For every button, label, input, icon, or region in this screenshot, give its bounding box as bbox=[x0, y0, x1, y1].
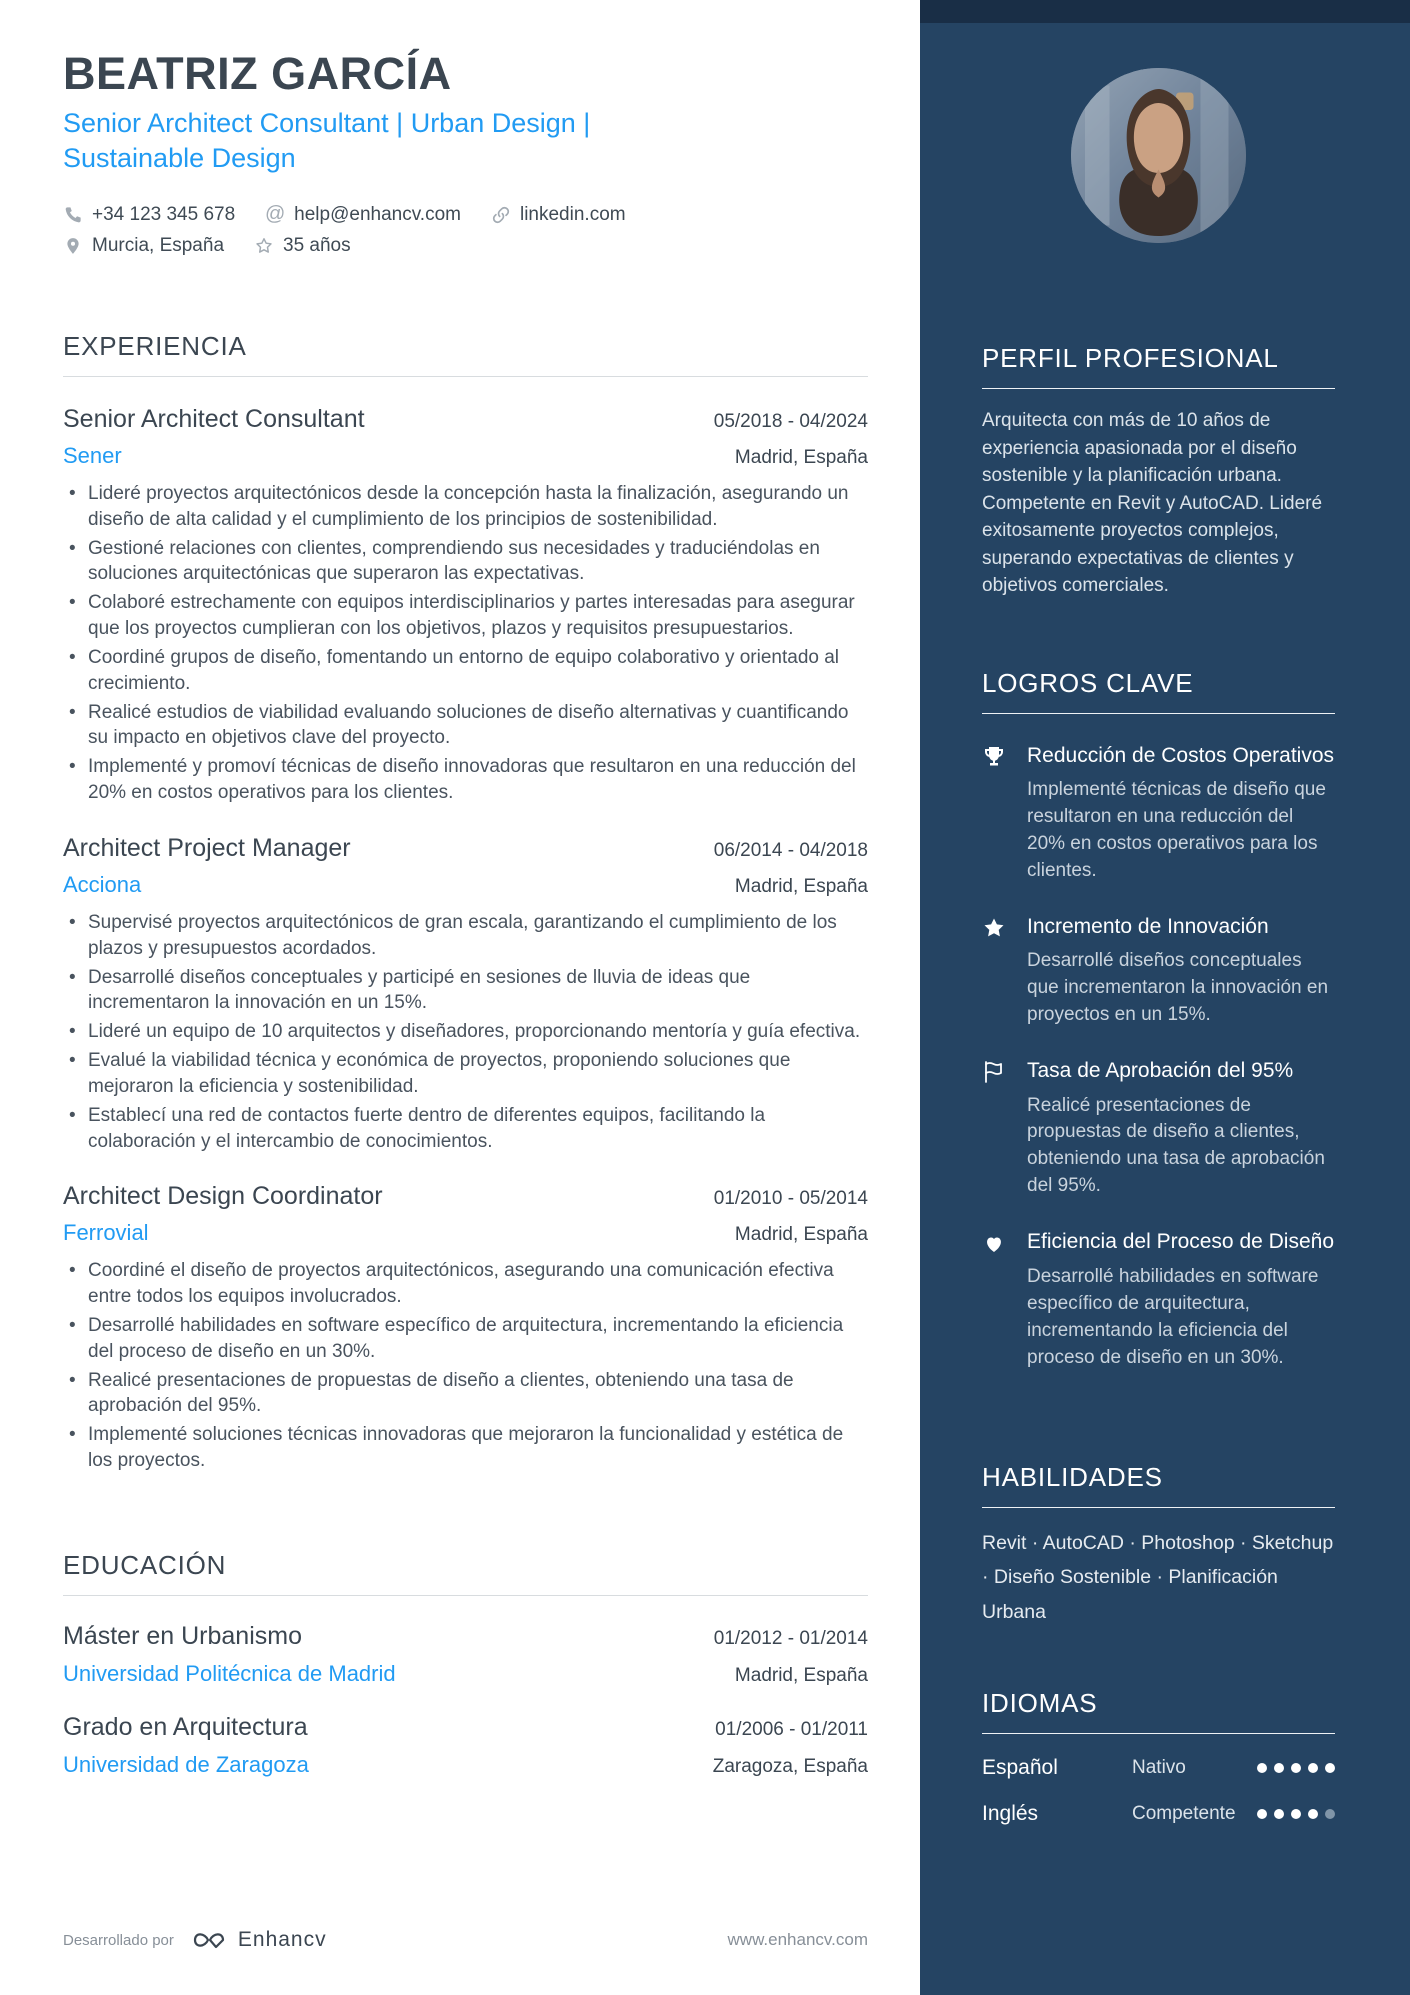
job-location: Madrid, España bbox=[734, 446, 868, 468]
sidebar bbox=[920, 0, 1410, 1995]
email-item[interactable] bbox=[265, 204, 461, 226]
achievement-text: Implementé técnicas de diseño que resultaron en una reducción del 20% en costos operativos para los clientes. bbox=[1027, 779, 1326, 882]
achievements-section bbox=[982, 668, 1335, 1372]
bullet-item: • Colaboré estrechamente con equipos interdisciplinarios y partes interesadas para asegurar que los proyectos cumplieran con los objetivos, plazos y requisitos presupuestarios. bbox=[63, 590, 868, 642]
person-headline: Senior Architect Consultant | Urban Design | Sustainable Design bbox=[63, 107, 591, 173]
skills-list: Revit · AutoCAD · Photoshop · Sketchup · Diseño Sostenible · Planificación Urbana bbox=[982, 1531, 1334, 1623]
profile-photo bbox=[1071, 68, 1246, 243]
achievements-heading: LOGROS CLAVE bbox=[982, 668, 1335, 714]
brand-name[interactable]: Enhancv bbox=[237, 1928, 327, 1951]
bullet-item: • Evalué la viabilidad técnica y económica de proyectos, proponiendo soluciones que mejoraron la eficiencia y sostenibilidad. bbox=[63, 1048, 868, 1100]
job-entry-ferrovial bbox=[63, 1182, 868, 1474]
language-row bbox=[982, 1802, 1335, 1826]
job-dates: 06/2014 - 04/2018 bbox=[713, 839, 868, 861]
contact-row-1 bbox=[63, 204, 868, 226]
enhancv-logo bbox=[190, 1927, 228, 1953]
job-title: Architect Design Coordinator bbox=[63, 1182, 383, 1211]
language-row bbox=[982, 1756, 1335, 1780]
achievement-text: Desarrollé habilidades en software específico de arquitectura, incrementando la eficiencia del proceso de diseño en un 30%. bbox=[1027, 1265, 1319, 1368]
profile-section bbox=[982, 343, 1335, 600]
link-item[interactable] bbox=[491, 204, 626, 226]
languages-heading: IDIOMAS bbox=[982, 1688, 1335, 1734]
job-entry-sener bbox=[63, 405, 868, 806]
job-bullets bbox=[63, 910, 868, 1154]
skills-section bbox=[982, 1462, 1335, 1630]
school-name[interactable]: Universidad Politécnica de Madrid bbox=[63, 1660, 396, 1686]
star-outline-icon bbox=[254, 236, 274, 256]
skills-heading: HABILIDADES bbox=[982, 1462, 1335, 1508]
phone-item bbox=[63, 204, 235, 226]
phone-icon bbox=[63, 205, 83, 225]
achievement-item bbox=[982, 1057, 1335, 1200]
achievement-title: Reducción de Costos Operativos bbox=[1027, 743, 1334, 767]
degree-dates: 01/2012 - 01/2014 bbox=[713, 1627, 868, 1649]
job-company[interactable]: Sener bbox=[63, 442, 122, 468]
education-entry-master bbox=[63, 1622, 868, 1687]
job-title: Architect Project Manager bbox=[63, 833, 351, 862]
sidebar-top-band bbox=[920, 0, 1410, 23]
experience-section bbox=[63, 331, 868, 1474]
education-entry-grado bbox=[63, 1713, 868, 1778]
link-value[interactable]: linkedin.com bbox=[519, 203, 626, 225]
age-value: 35 años bbox=[283, 234, 351, 256]
bullet-item: • Coordiné el diseño de proyectos arquitectónicos, asegurando una comunicación efectiva entre todos los equipos involucrados. bbox=[63, 1258, 868, 1310]
job-bullets bbox=[63, 481, 868, 806]
experience-heading: EXPERIENCIA bbox=[63, 331, 868, 377]
achievement-title: Eficiencia del Proceso de Diseño bbox=[1027, 1230, 1335, 1254]
language-dots bbox=[1250, 1809, 1335, 1819]
school-location: Zaragoza, España bbox=[712, 1755, 868, 1777]
bullet-item: • Establecí una red de contactos fuerte dentro de diferentes equipos, facilitando la colaboración y el intercambio de conocimientos. bbox=[63, 1103, 868, 1155]
language-name: Español bbox=[982, 1755, 1058, 1779]
job-dates: 05/2018 - 04/2024 bbox=[713, 410, 868, 432]
school-location: Madrid, España bbox=[734, 1664, 868, 1686]
profile-text: Arquitecta con más de 10 años de experiencia apasionada por el diseño sostenible y la planificación urbana. Competente en Revit y AutoCAD. Lideré exitosamente proyectos complejos, superando expectativas de clientes y objetivos comerciales. bbox=[982, 410, 1323, 597]
language-dots bbox=[1250, 1763, 1335, 1773]
job-title: Senior Architect Consultant bbox=[63, 404, 365, 433]
bullet-item: • Desarrollé habilidades en software específico de arquitectura, incrementando la eficiencia del proceso de diseño en un 30%. bbox=[63, 1313, 868, 1365]
age-item bbox=[254, 235, 351, 257]
person-name: BEATRIZ GARCÍA bbox=[63, 48, 452, 99]
education-heading: EDUCACIÓN bbox=[63, 1550, 868, 1596]
achievement-text: Desarrollé diseños conceptuales que incrementaron la innovación en proyectos en un 15%. bbox=[1027, 950, 1329, 1026]
achievement-item bbox=[982, 742, 1335, 885]
location-value: Murcia, España bbox=[92, 234, 225, 256]
achievement-title: Tasa de Aprobación del 95% bbox=[1027, 1059, 1294, 1083]
bullet-item: • Realicé estudios de viabilidad evaluando soluciones de diseño alternativas y cuantificando su impacto en objetivos clave del proyecto. bbox=[63, 700, 868, 752]
bullet-item: • Coordiné grupos de diseño, fomentando un entorno de equipo colaborativo y orientado al crecimiento. bbox=[63, 645, 868, 697]
achievement-title: Incremento de Innovación bbox=[1027, 915, 1269, 938]
at-icon: @ bbox=[265, 203, 286, 226]
trophy-icon bbox=[982, 742, 1027, 885]
link-icon bbox=[491, 205, 511, 225]
job-dates: 01/2010 - 05/2014 bbox=[713, 1188, 868, 1210]
footer bbox=[63, 1927, 868, 1953]
languages-section bbox=[982, 1688, 1335, 1826]
phone-value: +34 123 345 678 bbox=[92, 203, 236, 225]
language-level: Nativo bbox=[1132, 1756, 1186, 1778]
language-name: Inglés bbox=[982, 1801, 1039, 1825]
job-location: Madrid, España bbox=[734, 875, 868, 897]
bullet-item: • Implementé soluciones técnicas innovadoras que mejoraron la funcionalidad y estética de los proyectos. bbox=[63, 1422, 868, 1474]
powered-by-label: Desarrollado por bbox=[63, 1931, 174, 1949]
job-location: Madrid, España bbox=[734, 1224, 868, 1246]
bullet-item: • Gestioné relaciones con clientes, comprendiendo sus necesidades y traduciéndolas en soluciones arquitectónicas que superaron las expectativas. bbox=[63, 536, 868, 588]
bullet-item: • Realicé presentaciones de propuestas de diseño a clientes, obteniendo una tasa de aprobación del 95%. bbox=[63, 1368, 868, 1420]
footer-url[interactable]: www.enhancv.com bbox=[727, 1930, 868, 1949]
profile-heading: PERFIL PROFESIONAL bbox=[982, 343, 1335, 389]
job-bullets bbox=[63, 1258, 868, 1474]
bullet-item: • Supervisé proyectos arquitectónicos de gran escala, garantizando el cumplimiento de los plazos y presupuestos acordados. bbox=[63, 910, 868, 962]
bullet-item: • Desarrollé diseños conceptuales y participé en sesiones de lluvia de ideas que incrementaron la innovación en un 15%. bbox=[63, 965, 868, 1017]
bullet-item: • Implementé y promoví técnicas de diseño innovadoras que resultaron en una reducción del 20% en costos operativos para los clientes. bbox=[63, 754, 868, 806]
language-level: Competente bbox=[1132, 1802, 1236, 1824]
location-item bbox=[63, 235, 224, 257]
contact-info bbox=[63, 204, 868, 257]
heart-icon bbox=[982, 1228, 1027, 1371]
degree-title: Máster en Urbanismo bbox=[63, 1621, 302, 1650]
job-company[interactable]: Ferrovial bbox=[63, 1220, 149, 1246]
achievement-item bbox=[982, 1228, 1335, 1371]
degree-title: Grado en Arquitectura bbox=[63, 1712, 308, 1741]
achievement-text: Realicé presentaciones de propuestas de diseño a clientes, obteniendo una tasa de aprobación del 95%. bbox=[1027, 1094, 1325, 1197]
bullet-item: • Lideré un equipo de 10 arquitectos y diseñadores, proporcionando mentoría y guía efectiva. bbox=[63, 1019, 868, 1045]
achievement-item bbox=[982, 913, 1335, 1029]
email-value[interactable]: help@enhancv.com bbox=[294, 203, 461, 225]
degree-dates: 01/2006 - 01/2011 bbox=[715, 1718, 868, 1740]
job-entry-acciona bbox=[63, 834, 868, 1154]
flag-icon bbox=[982, 1057, 1027, 1200]
star-icon bbox=[982, 913, 1027, 1029]
contact-row-2 bbox=[63, 235, 868, 257]
location-pin-icon bbox=[63, 236, 83, 256]
bullet-item: • Lideré proyectos arquitectónicos desde la concepción hasta la finalización, asegurando un diseño de alta calidad y el cumplimiento de los principios de sostenibilidad. bbox=[63, 481, 868, 533]
school-name[interactable]: Universidad de Zaragoza bbox=[63, 1751, 309, 1777]
job-company[interactable]: Acciona bbox=[63, 871, 142, 897]
education-section bbox=[63, 1550, 868, 1778]
